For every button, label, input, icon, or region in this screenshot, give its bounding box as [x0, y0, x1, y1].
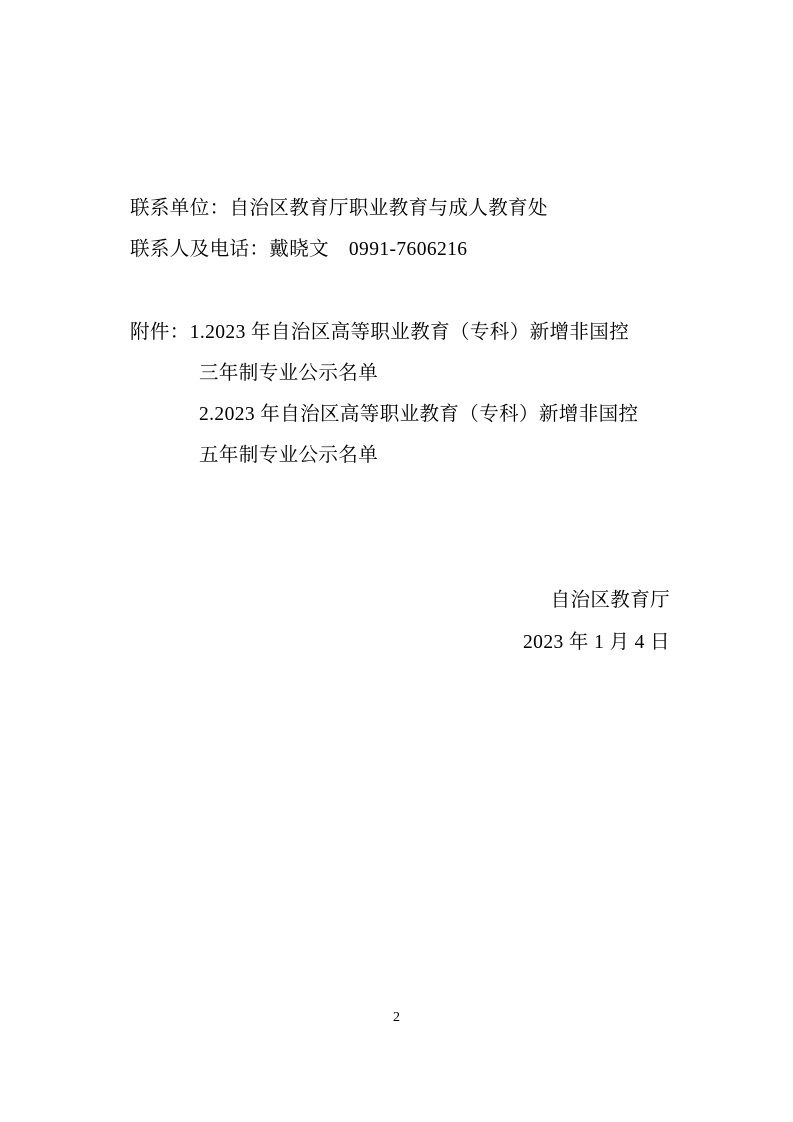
contact-person-line: 联系人及电话：戴晓文 0991-7606216 [130, 239, 468, 260]
contact-block [130, 188, 670, 270]
signature-organization: 自治区教育厅 [550, 590, 670, 611]
attachment-2-line-cont: 五年制专业公示名单 [199, 445, 379, 466]
attachments-block [130, 312, 670, 476]
paragraph-spacer [130, 270, 670, 312]
contact-unit-line: 联系单位：自治区教育厅职业教育与成人教育处 [130, 198, 548, 219]
signature-date: 2023 年 1 月 4 日 [523, 632, 670, 653]
attachment-2-line: 2.2023 年自治区高等职业教育（专科）新增非国控 [199, 404, 639, 425]
signature-block [130, 580, 725, 664]
attachment-1-line: 附件：1.2023 年自治区高等职业教育（专科）新增非国控 [130, 322, 630, 343]
document-body [130, 188, 670, 476]
page-number: 2 [393, 1010, 400, 1025]
attachment-1-line-cont: 三年制专业公示名单 [199, 363, 379, 384]
